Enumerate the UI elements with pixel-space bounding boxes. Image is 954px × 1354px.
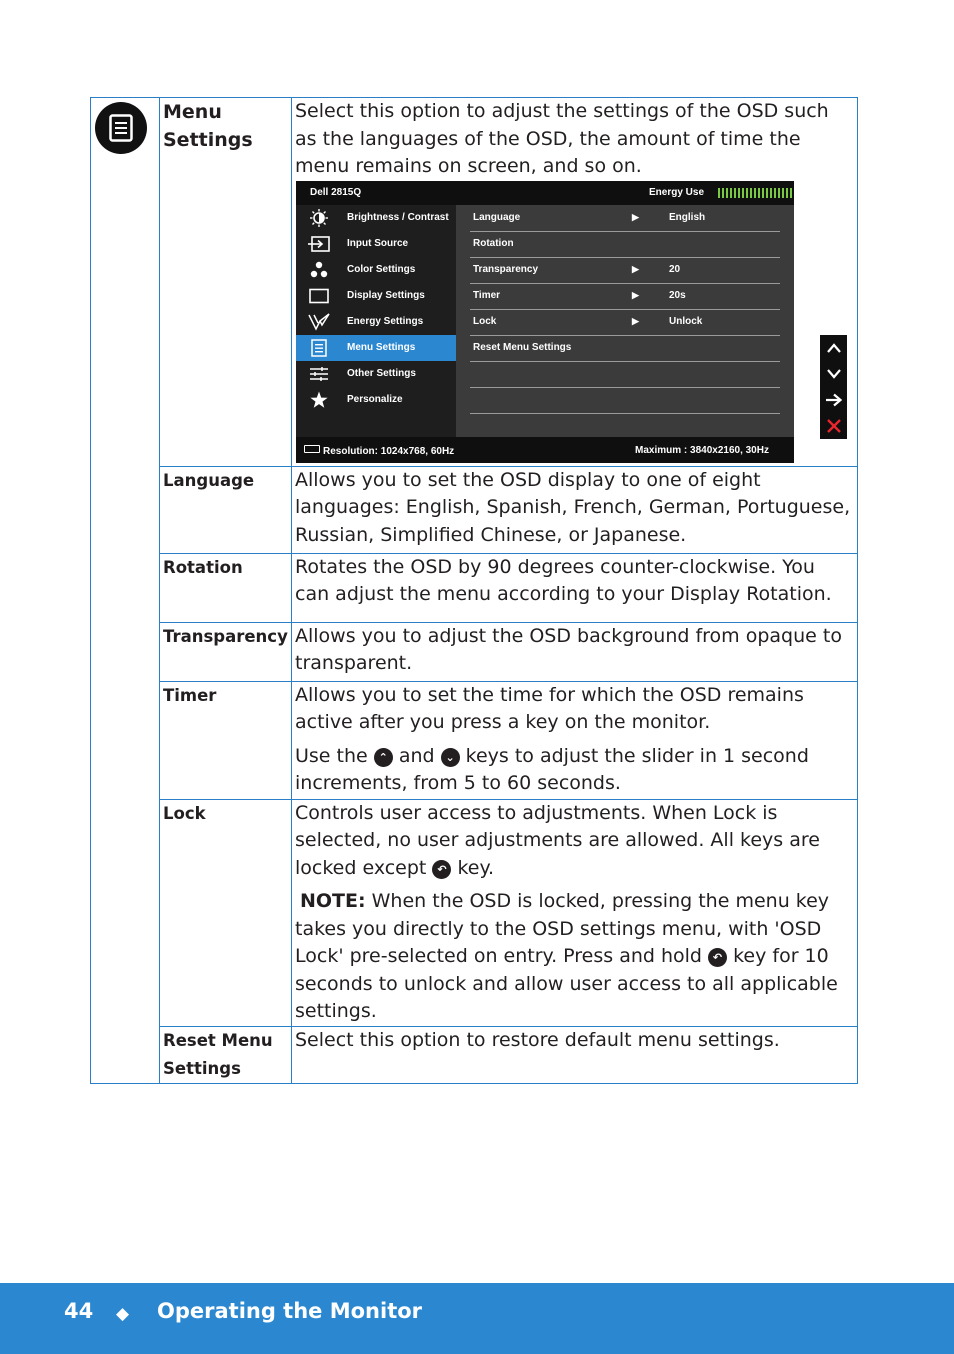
- osd-item-menu-settings[interactable]: [296, 335, 456, 361]
- timer-keys-desc: [295, 743, 854, 798]
- chevron-down-icon: [826, 368, 842, 380]
- close-icon: [826, 418, 842, 434]
- row-description: Rotates the OSD by 90 degrees counter-clockwise. You can adjust the menu according to your Display Rotation.: [295, 555, 832, 605]
- osd-setting-name: Transparency: [473, 263, 539, 275]
- osd-item-label: Input Source: [347, 237, 409, 249]
- row-label: Reset Menu Settings: [163, 1030, 273, 1078]
- osd-setting-transparency[interactable]: [470, 257, 780, 284]
- osd-item-energy-settings[interactable]: [296, 309, 456, 335]
- row-lock: [91, 799, 858, 1026]
- osd-resolution: [304, 445, 454, 457]
- osd-energy-label: Energy Use: [649, 186, 705, 198]
- osd-window: [296, 181, 794, 463]
- lock-note: [295, 888, 854, 1026]
- osd-setting-lock[interactable]: [470, 309, 780, 336]
- osd-empty-row: [470, 361, 780, 388]
- row-description: Allows you to set the OSD display to one of eight languages: English, Spanish, French, German, Portuguese, Russian, Simplified Chinese, or Japanese.: [295, 468, 851, 546]
- triangle-right-icon: ▶: [632, 315, 639, 326]
- osd-setting-value: 20s: [669, 289, 686, 301]
- exit-key-icon: ↶: [708, 948, 727, 967]
- hdmi-icon: [304, 445, 320, 453]
- osd-header: [296, 181, 794, 205]
- down-key[interactable]: [820, 361, 847, 387]
- row-label: Lock: [163, 803, 206, 823]
- osd-item-color-settings[interactable]: [296, 257, 456, 283]
- note-label: NOTE:: [300, 890, 366, 912]
- chevron-up-icon: [826, 342, 842, 354]
- text-part: key.: [457, 856, 495, 879]
- arrow-right-icon: [825, 393, 843, 407]
- row-timer: [91, 681, 858, 799]
- row-label: Language: [163, 470, 255, 490]
- triangle-right-icon: ▶: [632, 263, 639, 274]
- timer-desc: Allows you to set the time for which the OSD remains active after you press a key on the monitor.: [295, 683, 804, 733]
- section-title: Operating the Monitor: [157, 1299, 423, 1323]
- color-settings-icon: [308, 261, 330, 279]
- row-description: Select this option to restore default menu settings.: [295, 1028, 780, 1051]
- osd-menu-list: [296, 205, 456, 437]
- osd-item-label: Other Settings: [347, 367, 416, 379]
- display-settings-icon: [308, 287, 330, 305]
- row-description: Select this option to adjust the settings of the OSD such as the languages of the OSD, the amount of time the menu remains on screen, and so on.: [295, 100, 829, 177]
- osd-setting-name: Language: [473, 211, 521, 223]
- lock-desc: [295, 800, 854, 883]
- osd-item-brightness[interactable]: [296, 205, 456, 231]
- osd-setting-timer[interactable]: [470, 283, 780, 310]
- osd-item-personalize[interactable]: [296, 387, 456, 413]
- other-settings-icon: [308, 365, 330, 383]
- osd-maximum: Maximum : 3840x2160, 30Hz: [635, 444, 769, 456]
- up-key[interactable]: [820, 335, 847, 361]
- text-part: Controls user access to adjustments. When Lock is selected, no user adjustments are allowed. All keys are locked except: [295, 801, 820, 879]
- row-language: [91, 466, 858, 553]
- osd-empty-row: [470, 387, 780, 414]
- row-label: Transparency: [163, 626, 288, 646]
- osd-setting-language[interactable]: [470, 205, 780, 232]
- osd-model-name: Dell 2815Q: [310, 186, 362, 198]
- row-rotation: [91, 553, 858, 622]
- energy-meter: [718, 188, 792, 198]
- text-part: When the OSD is locked, pressing the menu key takes you directly to the OSD settings menu, with 'OSD Lock' pre-selected on entry. Press and hold: [295, 890, 830, 967]
- osd-screenshot: [292, 181, 857, 466]
- brightness-icon: [308, 209, 330, 227]
- ok-key[interactable]: [820, 387, 847, 413]
- osd-item-other-settings[interactable]: [296, 361, 456, 387]
- text-part: key for 10 seconds to unlock and allow user access to all applicable settings.: [295, 945, 838, 1022]
- osd-item-label: Color Settings: [347, 263, 416, 275]
- energy-settings-icon: [308, 313, 330, 331]
- osd-item-label: Display Settings: [347, 289, 425, 301]
- text-part: and: [398, 744, 435, 767]
- exit-key[interactable]: [820, 413, 847, 439]
- row-label: Menu Settings: [163, 101, 253, 151]
- page-number: 44: [64, 1299, 94, 1323]
- triangle-right-icon: ▶: [632, 211, 639, 222]
- row-description: [292, 682, 857, 798]
- row-transparency: [91, 622, 858, 681]
- star-icon: [308, 391, 330, 409]
- triangle-right-icon: ▶: [632, 289, 639, 300]
- input-source-icon: [308, 235, 330, 253]
- osd-item-display-settings[interactable]: [296, 283, 456, 309]
- osd-key-bar: [820, 335, 847, 439]
- osd-item-label: Personalize: [347, 393, 403, 405]
- page-footer: [0, 1283, 954, 1354]
- text-part: Use the: [295, 744, 368, 767]
- down-key-icon: ⌄: [441, 748, 460, 767]
- osd-setting-name: Reset Menu Settings: [473, 341, 572, 353]
- row-label: Rotation: [163, 557, 243, 577]
- icon-column: [91, 98, 160, 1084]
- diamond-icon: ◆: [116, 1304, 130, 1324]
- osd-setting-name: Timer: [473, 289, 501, 301]
- osd-setting-name: Lock: [473, 315, 497, 327]
- osd-setting-rotation[interactable]: [470, 231, 780, 258]
- osd-item-label: Menu Settings: [347, 341, 416, 353]
- settings-table: [90, 97, 858, 1084]
- text-part: keys to adjust the slider in 1 second increments, from 5 to 60 seconds.: [295, 744, 809, 794]
- row-label: Timer: [163, 685, 217, 705]
- resolution-text: Resolution: 1024x768, 60Hz: [323, 445, 455, 457]
- osd-setting-value: Unlock: [669, 315, 703, 327]
- osd-item-label: Brightness / Contrast: [347, 211, 449, 223]
- osd-setting-name: Rotation: [473, 237, 514, 249]
- row-reset-menu-settings: [91, 1026, 858, 1083]
- osd-setting-value: 20: [669, 263, 681, 275]
- menu-settings-icon: [308, 339, 330, 357]
- menu-settings-icon: [95, 102, 147, 154]
- row-description: Allows you to adjust the OSD background from opaque to transparent.: [295, 624, 842, 674]
- exit-key-icon: ↶: [432, 860, 451, 879]
- row-description: [292, 800, 857, 1026]
- osd-item-label: Energy Settings: [347, 315, 424, 327]
- osd-item-input-source[interactable]: [296, 231, 456, 257]
- row-menu-settings: [91, 98, 858, 467]
- osd-footer: [296, 437, 794, 463]
- osd-setting-value: English: [669, 211, 706, 223]
- up-key-icon: ⌃: [374, 748, 393, 767]
- osd-setting-reset[interactable]: [470, 335, 780, 362]
